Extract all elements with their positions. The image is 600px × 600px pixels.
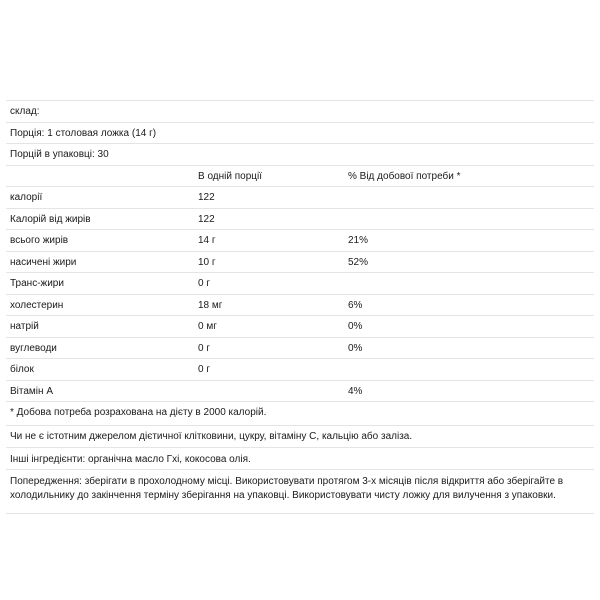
nutrient-row [6,294,594,316]
nutrient-name: вуглеводи [10,342,57,354]
nutrient-daily-value: 21% [348,235,369,246]
nutrient-name: всього жирів [10,235,69,246]
nutrient-name: білок [10,364,34,375]
nutrient-name: калорії [10,192,43,203]
nutrient-row [6,337,594,359]
nutrient-amount: 0 г [198,364,210,375]
nutrient-name: натрій [10,321,39,332]
nutrient-row [6,208,594,230]
servings-per-container: Порцій в упаковці: 30 [10,149,109,160]
nutrient-name: холестерин [10,299,64,311]
nutrient-row [6,358,594,380]
servings-per-container-row [6,143,594,165]
nutrient-amount: 10 г [198,256,216,268]
nutrient-row [6,229,594,251]
daily-value-header: % Від добової потреби * [348,170,461,182]
nutrient-row [6,315,594,337]
nutrient-daily-value: 52% [348,256,369,268]
nutrient-name: Транс-жири [10,278,64,289]
composition-label: склад: [10,106,40,117]
nutrient-rows [6,186,594,401]
nutrition-facts-panel [6,100,594,514]
nutrient-amount: 0 мг [198,321,217,332]
nutrient-row [6,380,594,402]
nutrient-amount: 14 г [198,235,216,246]
nutrient-daily-value: 4% [348,385,363,397]
bottom-divider [6,513,594,514]
nutrient-name: Калорій від жирів [10,213,91,225]
nutrient-daily-value: 0% [348,342,363,354]
nutrient-row [6,251,594,273]
nutrient-row [6,272,594,294]
nutrient-name: Вітамін A [10,385,53,397]
nutrient-amount: 0 г [198,342,210,354]
storage-warning-text: Попередження: зберігати в прохолодному місці. Використовувати протягом 3-х місяців після відкриття або зберігайте в холодильнику до закінчення терміну зберігання на упаковці. Використовувати чисту ложку для вилучення з упаковки. [6,469,594,513]
nutrient-amount: 122 [198,213,215,225]
nutrient-row [6,186,594,208]
not-significant-source-note: Чи не є істотним джерелом дієтичної клітковини, цукру, вітаміну С, кальцію або заліза. [6,425,594,447]
nutrient-name: насичені жири [10,256,77,268]
nutrient-daily-value: 0% [348,321,363,332]
ingredients-text: Інші інгредієнти: органічна масло Гхі, кокосова олія. [6,447,594,469]
nutrient-amount: 0 г [198,278,210,289]
per-serving-header: В одній порції [198,170,262,182]
composition-row [6,100,594,122]
serving-size: Порція: 1 столовая ложка (14 г) [10,127,157,139]
column-header-row [6,165,594,187]
serving-size-row [6,122,594,144]
nutrient-amount: 18 мг [198,299,223,311]
nutrient-daily-value: 6% [348,299,363,311]
nutrient-amount: 122 [198,192,215,203]
daily-value-footnote: * Добова потреба розрахована на дієту в 2000 калорій. [6,401,594,425]
